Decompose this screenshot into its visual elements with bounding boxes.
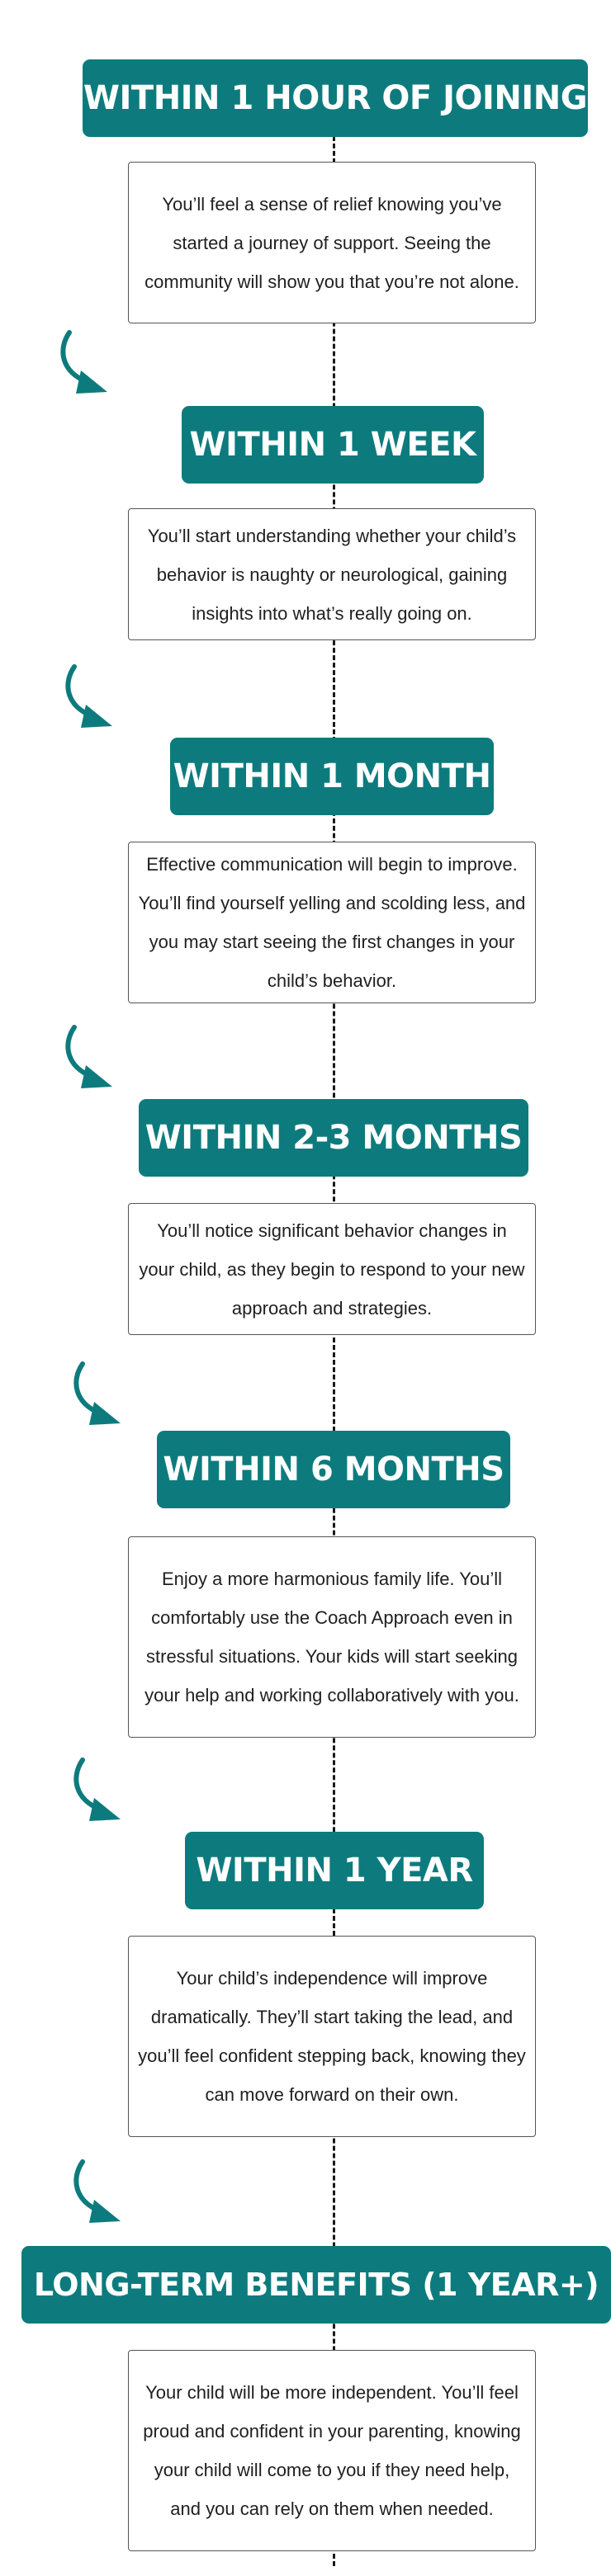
- stage-heading: WITHIN 2-3 MONTHS: [139, 1099, 528, 1177]
- stage-description: You’ll notice significant behavior changes in your child, as they begin to respond to your new approach and strategies.: [128, 1203, 536, 1335]
- stage-description: Enjoy a more harmonious family life. You’ll comfortably use the Coach Approach even in stressful situations. Your kids will start seeking your help and working collaboratively with you.: [128, 1536, 536, 1738]
- curved-arrow-icon: [69, 1357, 127, 1432]
- stage-heading: WITHIN 1 MONTH: [170, 738, 494, 815]
- stage-description: Your child will be more independent. You’ll feel proud and confident in your parenting, knowing your child will come to you if they need help, and you can rely on them when needed.: [128, 2350, 536, 2551]
- stage-heading: WITHIN 1 HOUR OF JOINING: [83, 59, 588, 137]
- stage-description: You’ll start understanding whether your child’s behavior is naughty or neurological, gaining insights into what’s really going on.: [128, 508, 536, 640]
- stage-description: Effective communication will begin to improve. You’ll find yourself yelling and scolding less, and you may start seeing the first changes in your child’s behavior.: [128, 842, 536, 1003]
- curved-arrow-icon: [69, 2155, 127, 2229]
- curved-arrow-icon: [56, 326, 114, 400]
- curved-arrow-icon: [61, 660, 119, 734]
- curved-arrow-icon: [69, 1753, 127, 1828]
- curved-arrow-icon: [61, 1021, 119, 1095]
- stage-heading: WITHIN 1 YEAR: [185, 1832, 484, 1909]
- stage-heading: WITHIN 1 WEEK: [182, 406, 484, 484]
- stage-description: Your child’s independence will improve dramatically. They’ll start taking the lead, and you’ll feel confident stepping back, knowing they can move forward on their own.: [128, 1936, 536, 2137]
- stage-heading: LONG-TERM BENEFITS (1 YEAR+): [21, 2246, 611, 2324]
- stage-description: You’ll feel a sense of relief knowing you’ve started a journey of support. Seeing the community will show you that you’re not alone.: [128, 162, 536, 323]
- stage-heading: WITHIN 6 MONTHS: [157, 1431, 510, 1508]
